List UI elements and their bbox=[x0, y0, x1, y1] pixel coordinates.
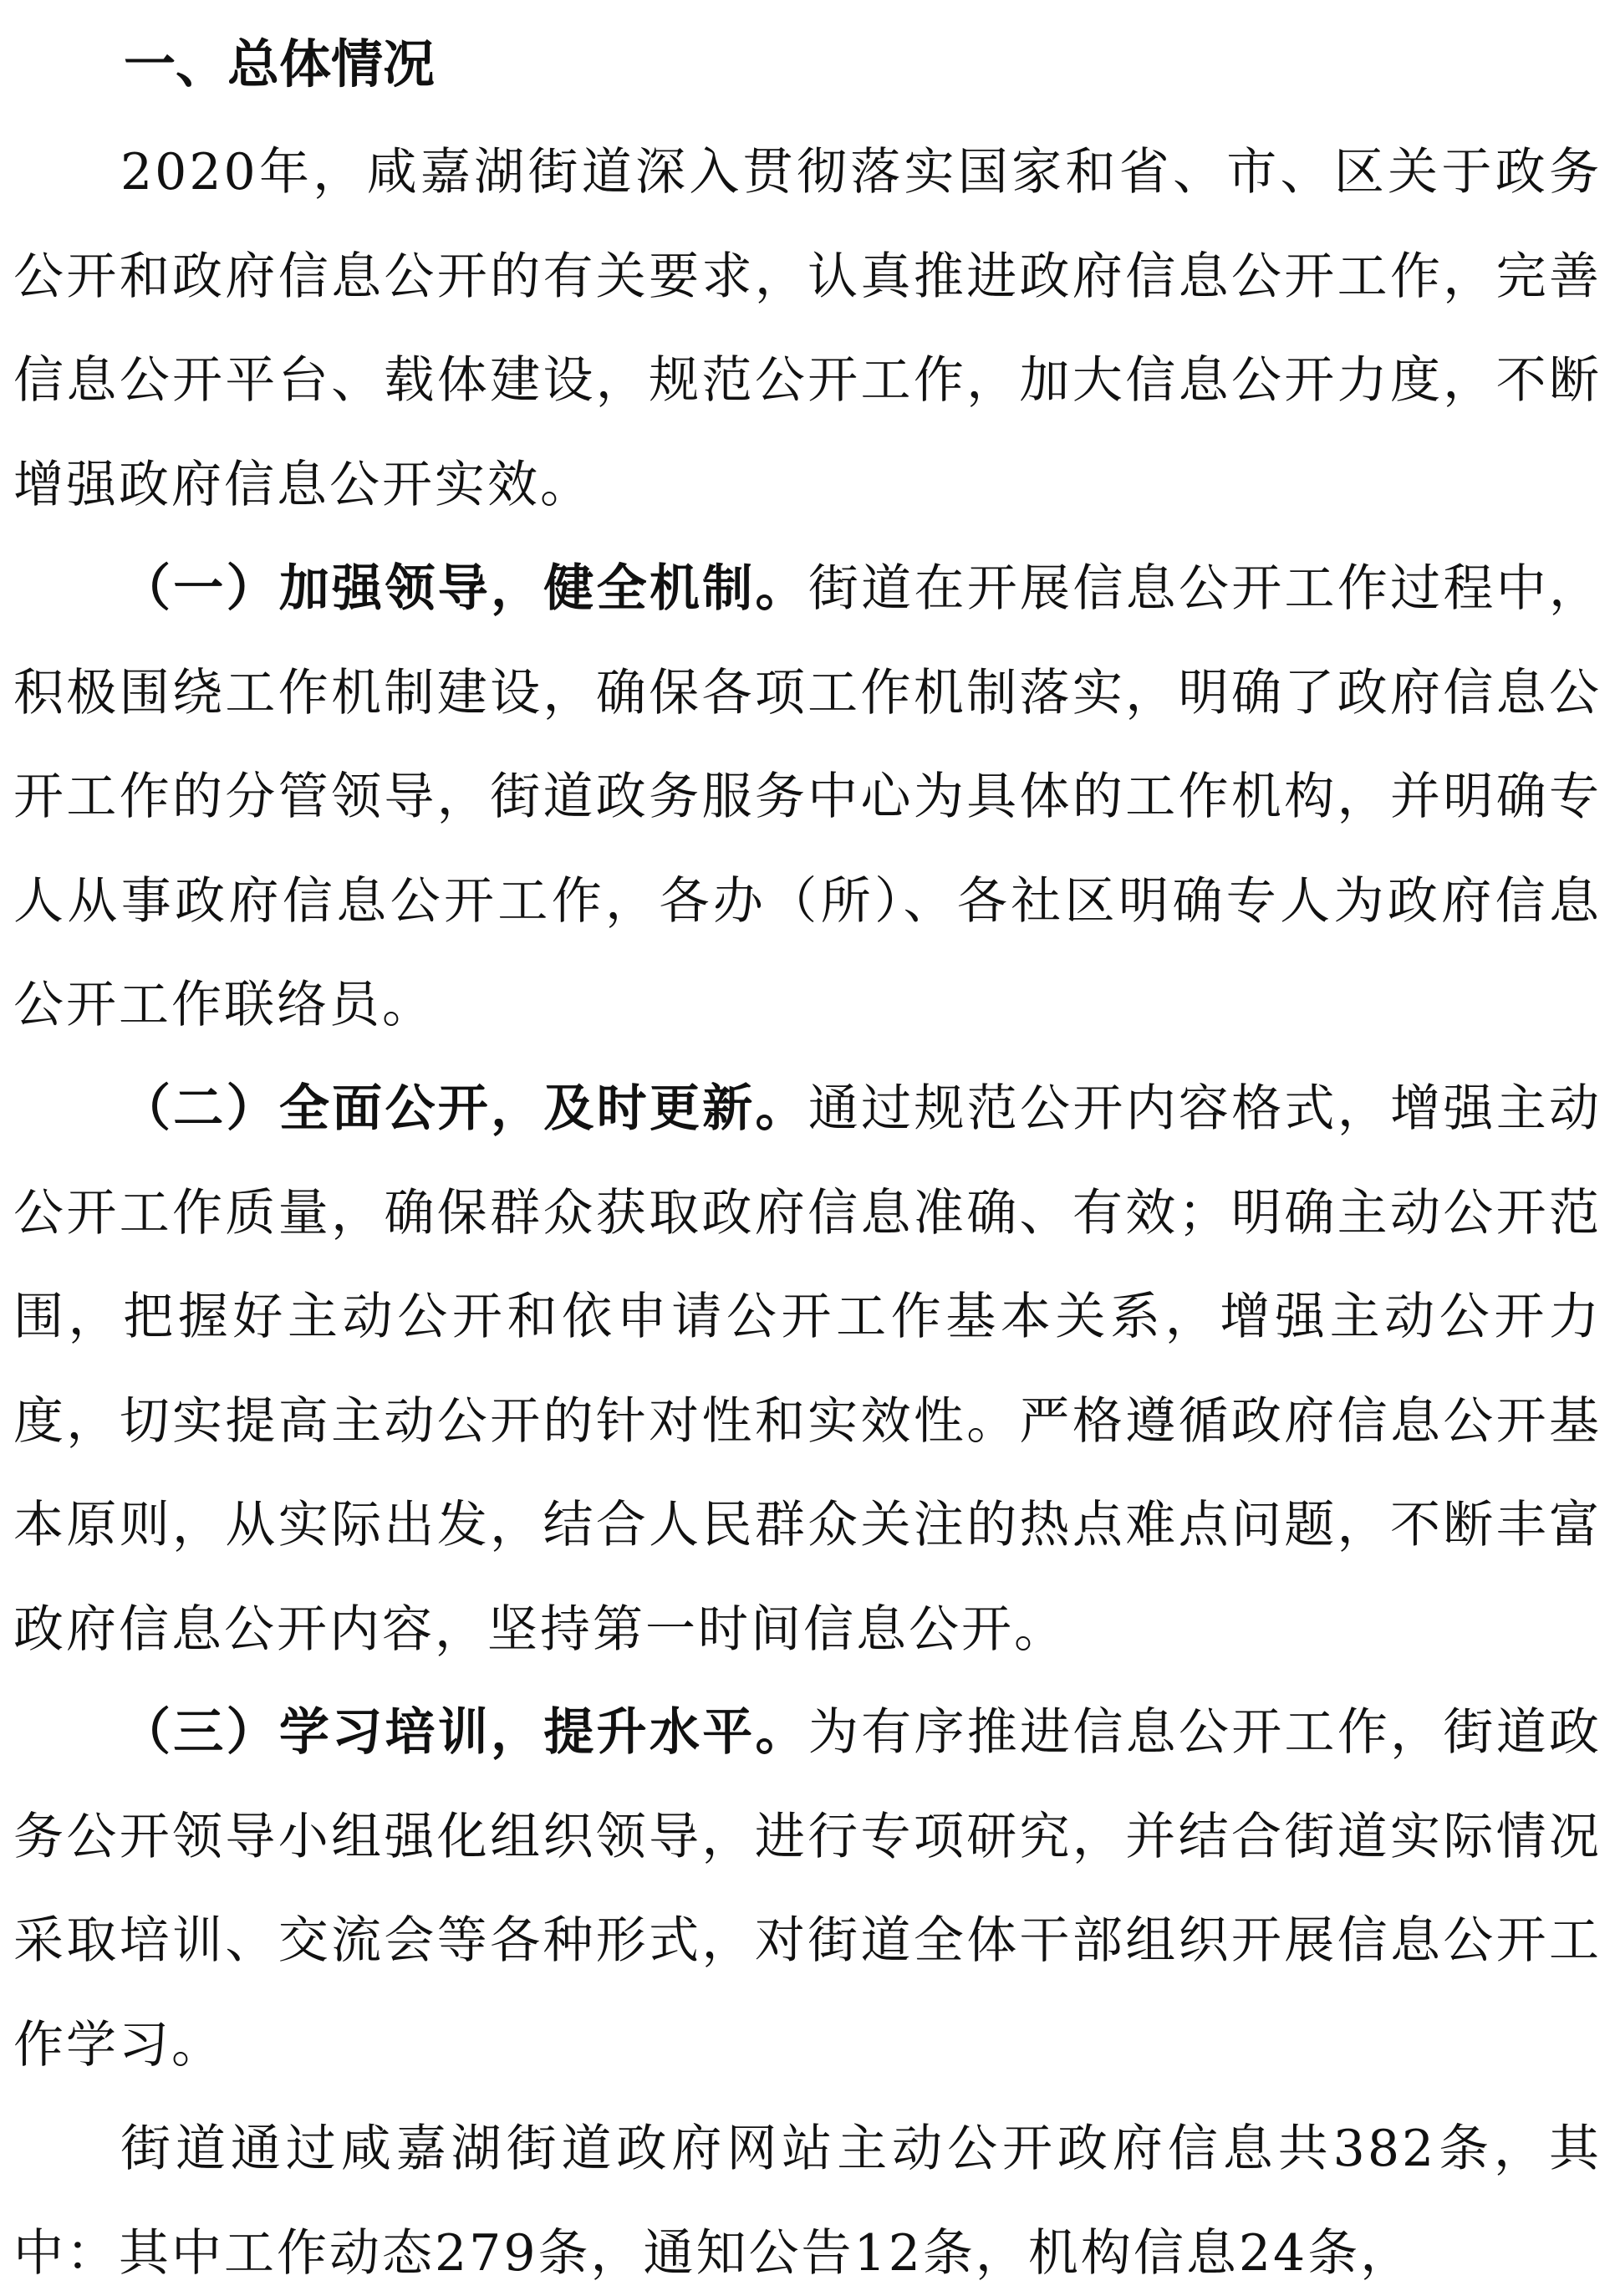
paragraph-text: 街道通过咸嘉湖街道政府网站主动公开政府信息共382条，其中：其中工作动态279条，通知公告12条，机构信息24条， bbox=[13, 2120, 1602, 2283]
paragraph-text: 通过规范公开内容格式，增强主动公开工作质量，确保群众获取政府信息准确、有效；明确主动公开范围，把握好主动公开和依申请公开工作基本关系，增强主动公开力度，切实提高主动公开的针对性和实效性。严格遵循政府信息公开基本原则，从实际出发，结合人民群众关注的热点难点问题，不断丰富政府信息公开内容，坚持第一时间信息公开。 bbox=[13, 1079, 1602, 1659]
paragraph-leadership bbox=[13, 537, 1602, 1058]
paragraph-statistics bbox=[13, 2097, 1602, 2296]
paragraph-overview bbox=[13, 120, 1602, 537]
paragraph-text: 街道在开展信息公开工作过程中，积极围绕工作机制建设，确保各项工作机制落实，明确了政府信息公开工作的分管领导，街道政务服务中心为具体的工作机构，并明确专人从事政府信息公开工作，各办（所）、各社区明确专人为政府信息公开工作联络员。 bbox=[13, 559, 1602, 1034]
paragraph-text: 为有序推进信息公开工作，街道政务公开领导小组强化组织领导，进行专项研究，并结合街道实际情况采取培训、交流会等各种形式，对街道全体干部组织开展信息公开工作学习。 bbox=[13, 1703, 1602, 2074]
paragraph-lead: （三）学习培训，提升水平。 bbox=[120, 1703, 808, 1762]
paragraph-training bbox=[13, 1681, 1602, 2097]
paragraph-lead: （二）全面公开，及时更新。 bbox=[120, 1079, 808, 1138]
paragraph-disclosure bbox=[13, 1057, 1602, 1681]
paragraph-lead: （一）加强领导，健全机制。 bbox=[120, 559, 808, 618]
section-heading: 一、总体情况 bbox=[124, 33, 436, 94]
paragraph-text: 2020年，咸嘉湖街道深入贯彻落实国家和省、市、区关于政务公开和政府信息公开的有关要求，认真推进政府信息公开工作，完善信息公开平台、载体建设，规范公开工作，加大信息公开力度，不断增强政府信息公开实效。 bbox=[13, 143, 1602, 514]
